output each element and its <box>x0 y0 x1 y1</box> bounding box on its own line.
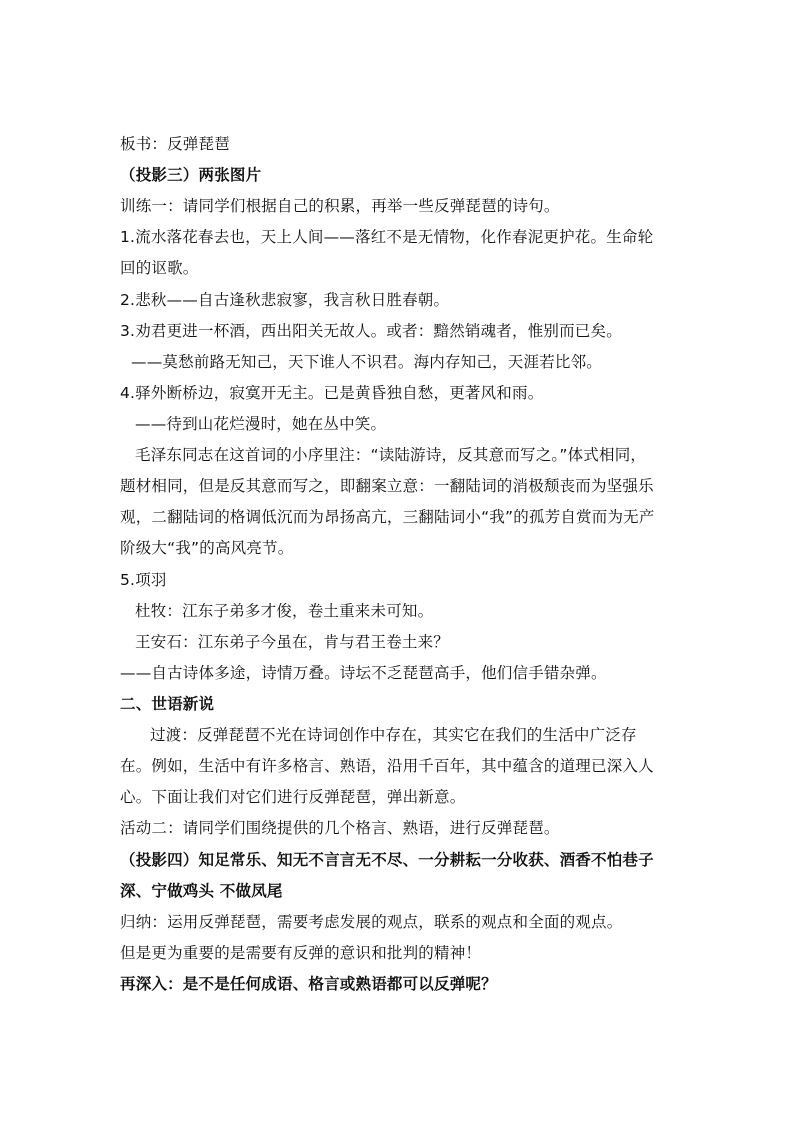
example-1-line-2: 回的讴歌。 <box>120 259 199 277</box>
transition-line-2: 在。例如，生活中有许多格言、熟语，沿用千百年，其中蕴含的道理已深入人 <box>120 757 654 775</box>
projection-three-heading: （投影三）两张图片 <box>120 166 262 184</box>
example-2: 2.悲秋——自古逢秋悲寂寥，我言秋日胜春朝。 <box>120 291 450 309</box>
example-1-line-1: 1.流水落花春去也，天上人间——落红不是无情物，化作春泥更护花。生命轮 <box>120 228 654 246</box>
blackboard-title: 板书：反弹琵琶 <box>120 135 230 153</box>
summary-line-2: 但是更为重要的是需要有反弹的意识和批判的精神！ <box>120 944 482 962</box>
mao-commentary-line-3: 观，二翻陆词的格调低沉而为昂扬高亢，三翻陆词小“我”的孤芳自赏而为无产 <box>120 508 655 526</box>
example-3-response: ——莫愁前路无知己，天下谁人不识君。海内存知己，天涯若比邻。 <box>131 353 603 371</box>
projection-four-line-2: 深、宁做鸡头 不做凤尾 <box>120 882 283 900</box>
mao-commentary-line-2: 题材相同，但是反其意而写之，即翻案立意：一翻陆词的消极颓丧而为坚强乐 <box>120 477 654 495</box>
section-two-heading: 二、世语新说 <box>120 695 215 713</box>
example-4-response: ——待到山花烂漫时，她在丛中笑。 <box>135 415 387 433</box>
summary-line-1: 归纳：运用反弹琵琶，需要考虑发展的观点，联系的观点和全面的观点。 <box>120 913 623 931</box>
example-3: 3.劝君更进一杯酒，西出阳关无故人。或者：黯然销魂者，惟别而已矣。 <box>120 322 622 340</box>
mao-commentary-line-4: 阶级大“我”的高风亮节。 <box>120 539 294 557</box>
activity-two-text: 活动二：请同学们围绕提供的几个格言、熟语，进行反弹琵琶。 <box>120 819 560 837</box>
mao-commentary-line-1: 毛泽东同志在这首词的小序里注：“读陆游诗，反其意而写之。”体式相同， <box>135 446 647 464</box>
poetry-summary: ——自古诗体多途，诗情万叠。诗坛不乏琵琶高手，他们信手错杂弹。 <box>120 664 607 682</box>
deeper-question: 再深入：是不是任何成语、格言或熟语都可以反弹呢？ <box>120 975 497 993</box>
example-5-title: 5.项羽 <box>120 571 167 589</box>
example-4: 4.驿外断桥边，寂寞开无主。已是黄昏独自愁，更著风和雨。 <box>120 384 544 402</box>
transition-line-3: 心。下面让我们对它们进行反弹琵琶，弹出新意。 <box>120 788 466 806</box>
wang-anshi-poem: 王安石：江东弟子今虽在，肯与君王卷土来？ <box>135 633 450 651</box>
transition-line-1: 过渡：反弹琵琶不光在诗词创作中存在，其实它在我们的生活中广泛存 <box>150 726 637 744</box>
projection-four-line-1: （投影四）知足常乐、知无不言言无不尽、一分耕耘一分收获、酒香不怕巷子 <box>120 851 654 869</box>
du-mu-poem: 杜牧：江东子弟多才俊，卷土重来未可知。 <box>135 602 434 620</box>
training-one-text: 训练一：请同学们根据自己的积累，再举一些反弹琵琶的诗句。 <box>120 197 560 215</box>
